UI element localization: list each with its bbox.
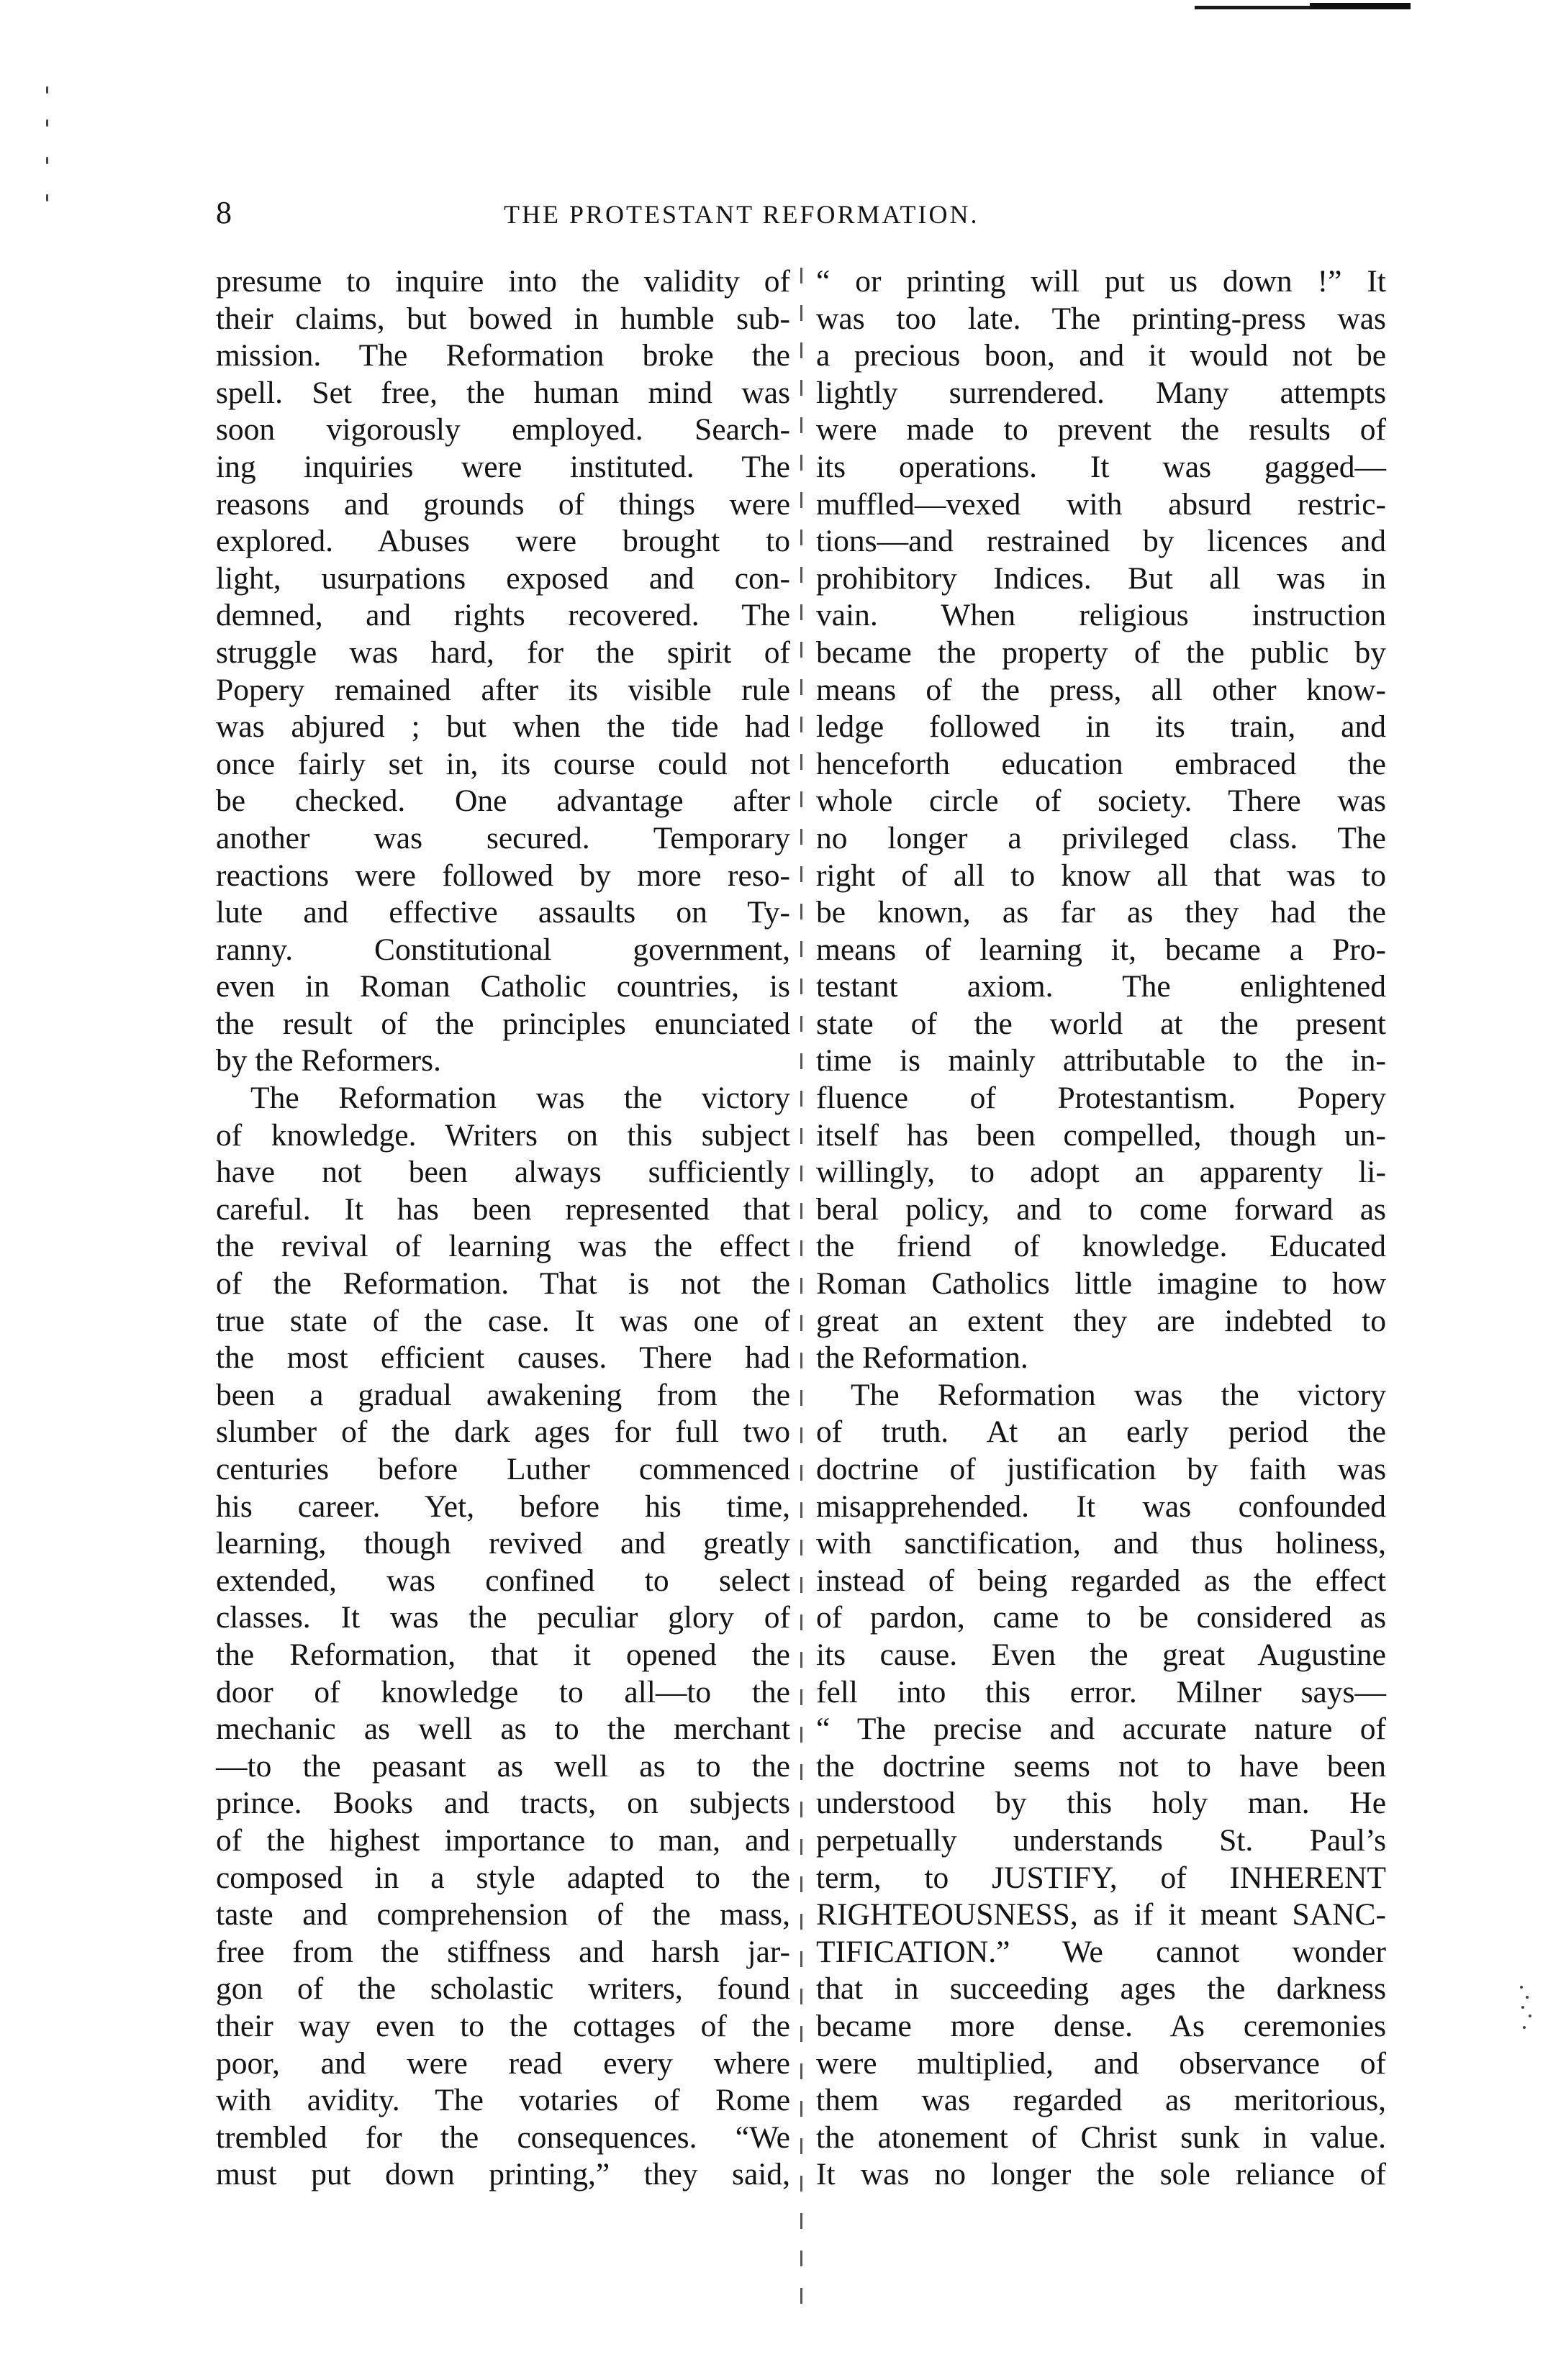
text-line: poor, and were read every where <box>216 2045 790 2081</box>
text-line: ranny. Constitutional government, <box>216 932 790 967</box>
text-line: lightly surrendered. Many attempts <box>816 375 1386 410</box>
text-line: the revival of learning was the effect <box>216 1229 790 1264</box>
text-line: of truth. At an early period the <box>816 1414 1386 1450</box>
text-line: beral policy, and to come forward as <box>816 1191 1386 1227</box>
text-line: reactions were followed by more reso- <box>216 858 790 893</box>
text-line: ing inquiries were instituted. The <box>216 449 790 484</box>
text-line: by the Reformers. <box>216 1043 441 1078</box>
text-line: prohibitory Indices. But all was in <box>816 560 1386 596</box>
text-line: them was regarded as meritorious, <box>816 2083 1386 2118</box>
text-line: muffled—vexed with absurd restric- <box>816 486 1386 522</box>
left-margin-specks <box>43 86 52 230</box>
text-line: ledge followed in its train, and <box>816 709 1386 745</box>
text-line: the Reformation, that it opened the <box>216 1637 790 1672</box>
text-line: It was no longer the sole reliance of <box>816 2157 1386 2192</box>
text-line: The Reformation was the victory <box>851 1377 1386 1412</box>
text-line: was abjured ; but when the tide had <box>216 709 790 745</box>
text-line: The Reformation was the victory <box>250 1081 790 1116</box>
text-line: perpetually understands St. Paul’s <box>816 1822 1386 1858</box>
text-line: means of the press, all other know- <box>816 672 1386 707</box>
text-line: the most efficient causes. There had <box>216 1340 790 1376</box>
text-line: that in succeeding ages the darkness <box>816 1971 1386 2007</box>
text-line: state of the world at the present <box>816 1006 1386 1041</box>
text-line: right of all to know all that was to <box>816 858 1386 893</box>
text-line: henceforth education embraced the <box>816 746 1386 781</box>
text-line: reasons and grounds of things were <box>216 486 790 522</box>
top-edge-rule-thick <box>1310 3 1411 9</box>
text-line: true state of the case. It was one of <box>216 1303 790 1338</box>
text-line: —to the peasant as well as to the <box>216 1748 790 1784</box>
text-line: misapprehended. It was confounded <box>816 1489 1386 1524</box>
text-line: explored. Abuses were brought to <box>216 524 790 559</box>
text-line: even in Roman Catholic countries, is <box>216 969 790 1004</box>
text-line: composed in a style adapted to the <box>216 1860 790 1895</box>
text-line: a precious boon, and it would not be <box>816 338 1386 373</box>
page-header <box>216 194 1396 237</box>
text-line: been a gradual awakening from the <box>216 1377 790 1412</box>
text-line: “ or printing will put us down !” It <box>816 264 1386 299</box>
text-line: Popery remained after its visible rule <box>216 672 790 707</box>
text-line: its cause. Even the great Augustine <box>816 1637 1386 1672</box>
text-line: tions—and restrained by licences and <box>816 524 1386 559</box>
text-line: their way even to the cottages of the <box>216 2008 790 2043</box>
text-line: soon vigorously employed. Search- <box>216 412 790 448</box>
text-line: with sanctification, and thus holiness, <box>816 1526 1386 1561</box>
right-text-column <box>816 263 1386 2194</box>
text-line: door of knowledge to all—to the <box>216 1674 790 1709</box>
text-line: learning, though revived and greatly <box>216 1526 790 1561</box>
text-line: means of learning it, became a Pro- <box>816 932 1386 967</box>
text-line: of pardon, came to be considered as <box>816 1600 1386 1635</box>
page-number: 8 <box>216 195 232 230</box>
text-line: classes. It was the peculiar glory of <box>216 1600 790 1635</box>
text-line: time is mainly attributable to the in- <box>816 1043 1386 1078</box>
text-line: be known, as far as they had the <box>816 895 1386 930</box>
text-line: prince. Books and tracts, on subjects <box>216 1786 790 1821</box>
text-line: no longer a privileged class. The <box>816 820 1386 855</box>
text-line: spell. Set free, the human mind was <box>216 375 790 410</box>
text-line: were multiplied, and observance of <box>816 2045 1386 2081</box>
text-line: mission. The Reformation broke the <box>216 338 790 373</box>
text-line: once fairly set in, its course could not <box>216 746 790 781</box>
text-line: understood by this holy man. He <box>816 1786 1386 1821</box>
text-line: gon of the scholastic writers, found <box>216 1971 790 2007</box>
running-title: THE PROTESTANT REFORMATION. <box>504 200 979 229</box>
text-line: instead of being regarded as the effect <box>816 1563 1386 1598</box>
text-line: another was secured. Temporary <box>216 820 790 855</box>
text-line: its operations. It was gagged— <box>816 449 1386 484</box>
text-line: term, to JUSTIFY, of INHERENT <box>816 1860 1386 1895</box>
text-line: his career. Yet, before his time, <box>216 1489 790 1524</box>
text-line: became the property of the public by <box>816 635 1386 670</box>
text-line: the atonement of Christ sunk in value. <box>816 2120 1386 2155</box>
text-line: became more dense. As ceremonies <box>816 2008 1386 2043</box>
text-line: great an extent they are indebted to <box>816 1303 1386 1338</box>
text-line: demned, and rights recovered. The <box>216 598 790 633</box>
text-line: the result of the principles enunciated <box>216 1006 790 1041</box>
text-line: centuries before Luther commenced <box>216 1452 790 1486</box>
text-line: taste and comprehension of the mass, <box>216 1897 790 1932</box>
text-line: careful. It has been represented that <box>216 1191 790 1227</box>
text-line: must put down printing,” they said, <box>216 2157 790 2192</box>
text-line: vain. When religious instruction <box>816 598 1386 633</box>
text-line: extended, was confined to select <box>216 1563 790 1598</box>
column-divider <box>800 268 802 2304</box>
text-line: of the highest importance to man, and <box>216 1822 790 1858</box>
text-line: doctrine of justification by faith was <box>816 1452 1386 1486</box>
text-line: their claims, but bowed in humble sub- <box>216 301 790 336</box>
text-line: was too late. The printing-press was <box>816 301 1386 336</box>
text-line: were made to prevent the results of <box>816 412 1386 448</box>
text-line: the Reformation. <box>816 1340 1028 1376</box>
text-line: with avidity. The votaries of Rome <box>216 2083 790 2118</box>
text-line: of knowledge. Writers on this subject <box>216 1117 790 1153</box>
text-line: have not been always sufficiently <box>216 1155 790 1190</box>
text-line: struggle was hard, for the spirit of <box>216 635 790 670</box>
text-line: RIGHTEOUSNESS, as if it meant SANC- <box>816 1897 1386 1932</box>
text-line: be checked. One advantage after <box>216 784 790 819</box>
text-line: trembled for the consequences. “We <box>216 2120 790 2155</box>
text-line: mechanic as well as to the merchant <box>216 1712 790 1747</box>
text-line: Roman Catholics little imagine to how <box>816 1266 1386 1302</box>
text-line: whole circle of society. There was <box>816 784 1386 819</box>
text-line: the doctrine seems not to have been <box>816 1748 1386 1784</box>
text-line: fell into this error. Milner says— <box>816 1674 1386 1709</box>
right-margin-specks <box>1519 1986 1540 2043</box>
text-line: the friend of knowledge. Educated <box>816 1229 1386 1264</box>
text-line: lute and effective assaults on Ty- <box>216 895 790 930</box>
text-line: presume to inquire into the validity of <box>216 264 790 299</box>
text-line: willingly, to adopt an apparenty li- <box>816 1155 1386 1190</box>
text-line: fluence of Protestantism. Popery <box>816 1081 1386 1116</box>
text-line: itself has been compelled, though un- <box>816 1117 1386 1153</box>
left-text-column <box>216 263 790 2194</box>
text-line: testant axiom. The enlightened <box>816 969 1386 1004</box>
text-line: free from the stiffness and harsh jar- <box>216 1934 790 1969</box>
text-line: “ The precise and accurate nature of <box>816 1712 1386 1747</box>
text-line: light, usurpations exposed and con- <box>216 560 790 596</box>
text-line: TIFICATION.” We cannot wonder <box>816 1934 1386 1969</box>
text-line: slumber of the dark ages for full two <box>216 1414 790 1450</box>
text-line: of the Reformation. That is not the <box>216 1266 790 1302</box>
